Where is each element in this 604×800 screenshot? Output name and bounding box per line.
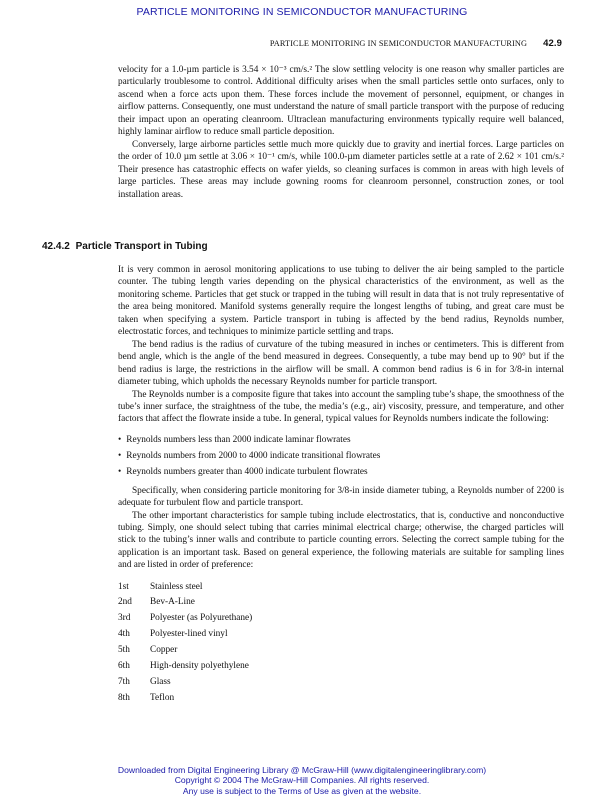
material-rank: 3rd: [118, 613, 131, 624]
intro-paragraph-1: velocity for a 1.0-µm particle is 3.54 × 10⁻³ cm/s.² The slow settling velocity is one reason why smaller particles are particularly troublesome to control. Additional difficulty arises when the small particles settle onto surfaces, only to ascend when a force acts upon them. These forces include the movement of personnel, equipment, or changes in airflow patterns. Consequently, one must understand the nature of small particle transport with the purpose of reducing their impact upon an operating cleanroom. Ultraclean manufacturing environments typically require well balanced, highly laminar airflow to reduce small particle deposition.: [118, 65, 564, 138]
document-banner: PARTICLE MONITORING IN SEMICONDUCTOR MANUFACTURING: [136, 6, 468, 18]
section-paragraph-2: The bend radius is the radius of curvature of the tubing measured in inches or centimeters. This is different from bend angle, which is the angle of the bend measured in degrees. Consequently, a tube may bend up to 90° but if the bend radius is large, the restrictions in the airflow will be small. A common bend radius is 6 in for 3/8-in internal diameter tubing, which upholds the necessary Reynolds number for particle transport.: [118, 339, 564, 388]
material-item: [118, 658, 564, 674]
section-number: 42.4.2: [42, 241, 70, 252]
material-item: [118, 626, 564, 642]
material-rank: 5th: [118, 645, 130, 656]
section-heading: [42, 241, 208, 252]
material-item: [118, 674, 564, 690]
material-rank: 6th: [118, 660, 130, 671]
material-name: Polyester-lined vinyl: [150, 629, 228, 640]
section-paragraph-5: The other important characteristics for sample tubing include electrostatics, that is, conductive and nonconductive tubing. Simply, one should select tubing that carries minimal electrical charge; otherwise, the charged particles will stick to the tubing’s inner walls and contribute to particle counting errors. Selecting the correct sample tubing for the application is an important task. Based on general experience, the following materials are suitable for sampling lines and are listed in order of preference:: [118, 510, 564, 571]
material-rank: 2nd: [118, 597, 132, 608]
running-head: [270, 38, 562, 49]
materials-list: [118, 579, 564, 706]
material-name: Teflon: [150, 692, 175, 703]
reynolds-bullet-list: [118, 434, 564, 479]
material-item: [118, 690, 564, 706]
material-rank: 8th: [118, 692, 130, 703]
bullet-item: • Reynolds numbers from 2000 to 4000 indicate transitional flowrates: [118, 450, 564, 462]
footer-notice: [0, 765, 604, 796]
material-name: Glass: [150, 676, 171, 687]
material-name: Bev-A-Line: [150, 597, 195, 608]
bullet-item: • Reynolds numbers less than 2000 indicate laminar flowrates: [118, 434, 564, 446]
footer-download-link[interactable]: Downloaded from Digital Engineering Library @ McGraw-Hill (www.digitalengineeringlibrary.com): [117, 765, 487, 775]
intro-paragraph-2: Conversely, large airborne particles settle much more quickly due to gravity and inertial forces. Large particles on the order of 10.0 µm settle at 3.06 × 10⁻¹ cm/s, while 100.0-µm diameter particles settle at a rate of 2.62 × 101 cm/s.² Their presence has catastrophic effects on wafer yields, so cleaning surfaces is common in areas with high levels of large particles. These areas may include gowning rooms for cleanroom personnel, construction zones, or tool installation areas.: [118, 139, 564, 200]
material-name: Stainless steel: [150, 581, 203, 592]
section-paragraph-3: The Reynolds number is a composite figure that takes into account the sampling tube’s shape, the smoothness of the tube’s inner surface, the straightness of the tube, the media’s (e.g., air) viscosity, pressure, and temperature, and other factors that affect the flowrate inside a tube. In general, typical values for Reynolds numbers indicate the following:: [118, 389, 564, 425]
material-name: Copper: [150, 645, 178, 656]
footer-copyright: Copyright © 2004 The McGraw-Hill Companies. All rights reserved.: [174, 775, 430, 786]
material-rank: 4th: [118, 629, 130, 640]
material-name: Polyester (as Polyurethane): [150, 613, 253, 624]
material-rank: 1st: [118, 581, 129, 592]
running-head-title: PARTICLE MONITORING IN SEMICONDUCTOR MANUFACTURING: [269, 39, 528, 48]
material-item: [118, 611, 564, 627]
material-item: [118, 595, 564, 611]
material-item: [118, 579, 564, 595]
material-rank: 7th: [118, 676, 130, 687]
section-title: Particle Transport in Tubing: [75, 241, 208, 252]
bullet-item: • Reynolds numbers greater than 4000 indicate turbulent flowrates: [118, 466, 564, 478]
intro-text: [118, 64, 564, 201]
page-number: 42.9: [543, 38, 562, 49]
section-paragraph-4: Specifically, when considering particle monitoring for 3/8-in inside diameter tubing, a Reynolds number of 2200 is adequate for turbulent flow and particle transport.: [118, 485, 564, 509]
material-name: High-density polyethylene: [150, 660, 249, 671]
section-paragraph-1: It is very common in aerosol monitoring applications to use tubing to deliver the air being sampled to the particle counter. The tubing length varies depending on the physical characteristics of the environment, as well as the monitoring scheme. Particles that get stuck or trapped in the tubing will result in data that is not truly representative of the area being monitored. Manifold systems generally require the longest lengths of tubing, and great care must be taken when specifying a system. Particle transport in tubing is affected by the bend radius, Reynolds number, electrostatic forces, and techniques to minimize particle settling and traps.: [118, 265, 564, 338]
footer-terms: Any use is subject to the Terms of Use as given at the website.: [182, 785, 422, 796]
material-item: [118, 642, 564, 658]
section-body: [118, 264, 564, 706]
